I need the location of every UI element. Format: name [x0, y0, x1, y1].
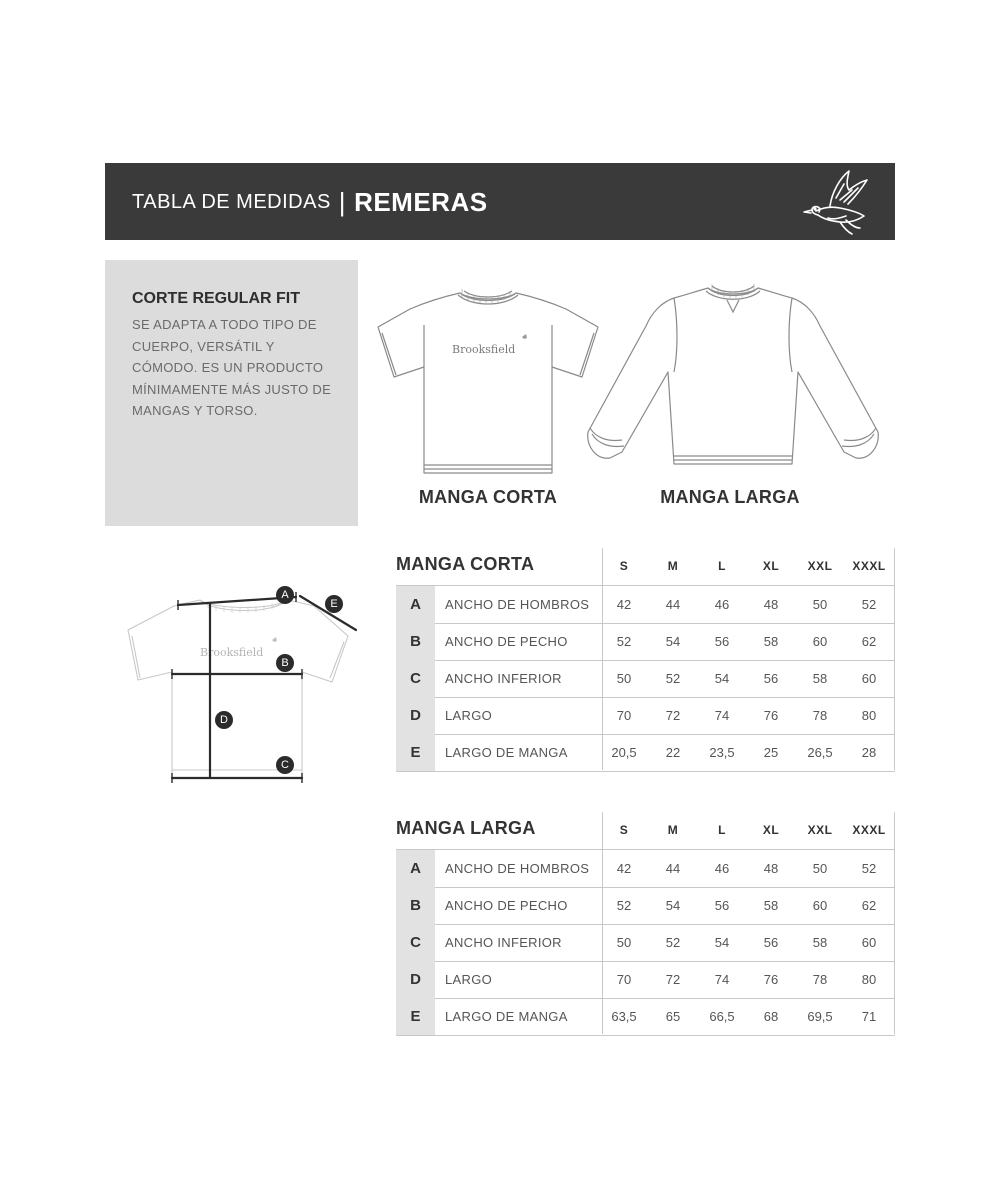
size-header-s: S	[619, 559, 629, 573]
table-cell: 65	[665, 1009, 681, 1024]
measure-label: ANCHO DE PECHO	[445, 898, 568, 913]
measure-label: LARGO	[445, 708, 493, 723]
measure-letter: E	[396, 734, 435, 771]
table-cell: 52	[861, 597, 877, 612]
table-cell: 22	[665, 745, 681, 760]
table-cell: 68	[763, 1009, 779, 1024]
duck-logo-icon	[800, 168, 872, 236]
diagram-marker-b: B	[276, 654, 294, 672]
page-title	[132, 187, 488, 218]
table-cell: 50	[616, 671, 632, 686]
table-cell: 72	[665, 708, 681, 723]
measure-letter: C	[396, 924, 435, 961]
measure-label: LARGO	[445, 972, 493, 987]
table-row	[396, 660, 895, 698]
table-cell: 42	[616, 597, 632, 612]
short-sleeve-caption: MANGA CORTA	[418, 487, 558, 507]
measure-label: LARGO DE MANGA	[445, 1009, 568, 1024]
table-row	[396, 734, 895, 772]
table-cell: 71	[861, 1009, 877, 1024]
table-cell: 63,5	[611, 1009, 637, 1024]
size-header-xxl: XXL	[807, 559, 833, 573]
table-cell: 58	[812, 935, 828, 950]
table-cell: 52	[616, 634, 632, 649]
measure-label: ANCHO DE HOMBROS	[445, 861, 590, 876]
size-header-xxxl: XXXL	[852, 559, 886, 573]
size-header-xxxl: XXXL	[852, 823, 886, 837]
table-cell: 54	[665, 898, 681, 913]
table-title: MANGA LARGA	[396, 818, 536, 838]
table-cell: 78	[812, 708, 828, 723]
measure-label: ANCHO INFERIOR	[445, 935, 562, 950]
size-header-xl: XL	[762, 823, 780, 837]
table-cell: 52	[665, 671, 681, 686]
table-cell: 46	[714, 597, 730, 612]
table-cell: 58	[812, 671, 828, 686]
table-row	[396, 998, 895, 1036]
measure-letter: B	[396, 887, 435, 924]
diagram-marker-e: E	[325, 595, 343, 613]
diagram-marker-c: C	[276, 756, 294, 774]
table-cell: 44	[665, 861, 681, 876]
table-cell: 60	[861, 671, 877, 686]
size-header-s: S	[619, 823, 629, 837]
diagram-marker-a: A	[276, 586, 294, 604]
long-sleeve-shirt-illustration	[582, 282, 884, 468]
table-cell: 58	[763, 634, 779, 649]
table-row	[396, 697, 895, 735]
short-sleeve-brand-print: Brooksfield	[452, 343, 516, 356]
fit-info-box	[105, 260, 358, 526]
table-cell: 23,5	[709, 745, 735, 760]
table-row	[396, 924, 895, 962]
table-cell: 58	[763, 898, 779, 913]
measure-letter: E	[396, 998, 435, 1035]
table-cell: 56	[714, 634, 730, 649]
size-table-short-sleeve	[396, 548, 896, 772]
table-cell: 62	[861, 634, 877, 649]
table-cell: 60	[812, 898, 828, 913]
fit-description: SE ADAPTA A TODO TIPO DE CUERPO, VERSÁTIL Y CÓMODO. ES UN PRODUCTO MÍNIMAMENTE MÁS JUSTO DE MANGAS Y TORSO.	[132, 317, 332, 418]
table-cell: 56	[763, 935, 779, 950]
measure-letter: D	[396, 697, 435, 734]
table-cell: 74	[714, 708, 730, 723]
table-cell: 52	[861, 861, 877, 876]
table-cell: 54	[714, 935, 730, 950]
measure-label: ANCHO DE HOMBROS	[445, 597, 590, 612]
table-cell: 50	[812, 861, 828, 876]
measure-letter: B	[396, 623, 435, 660]
table-cell: 48	[763, 597, 779, 612]
title-separator: |	[338, 187, 347, 217]
table-cell: 46	[714, 861, 730, 876]
fit-title: CORTE REGULAR FIT	[132, 290, 300, 307]
size-header-m: M	[667, 559, 679, 573]
table-cell: 50	[616, 935, 632, 950]
title-light: TABLA DE MEDIDAS	[132, 191, 331, 213]
table-cell: 44	[665, 597, 681, 612]
size-header-l: L	[718, 823, 726, 837]
table-row	[396, 887, 895, 925]
table-cell: 69,5	[807, 1009, 833, 1024]
diagram-brand-print: Brooksfield	[200, 646, 264, 659]
table-cell: 76	[763, 708, 779, 723]
table-cell: 62	[861, 898, 877, 913]
table-row	[396, 623, 895, 661]
table-row	[396, 586, 895, 624]
table-cell: 42	[616, 861, 632, 876]
title-bold: REMERAS	[354, 187, 488, 217]
size-header-xxl: XXL	[807, 823, 833, 837]
table-cell: 50	[812, 597, 828, 612]
table-cell: 80	[861, 972, 877, 987]
diagram-marker-d: D	[215, 711, 233, 729]
table-title: MANGA CORTA	[396, 554, 535, 574]
header-bar	[105, 163, 895, 240]
size-table-long-sleeve	[396, 812, 896, 1036]
measure-letter: C	[396, 660, 435, 697]
measure-letter: A	[396, 586, 435, 623]
table-cell: 70	[616, 972, 632, 987]
table-cell: 26,5	[807, 745, 833, 760]
measure-label: ANCHO DE PECHO	[445, 634, 568, 649]
table-cell: 52	[665, 935, 681, 950]
size-header-xl: XL	[762, 559, 780, 573]
size-header-l: L	[718, 559, 726, 573]
table-cell: 56	[714, 898, 730, 913]
table-cell: 60	[812, 634, 828, 649]
table-cell: 76	[763, 972, 779, 987]
table-cell: 74	[714, 972, 730, 987]
table-cell: 54	[714, 671, 730, 686]
table-cell: 54	[665, 634, 681, 649]
table-cell: 52	[616, 898, 632, 913]
table-cell: 20,5	[611, 745, 637, 760]
table-cell: 78	[812, 972, 828, 987]
table-cell: 66,5	[709, 1009, 735, 1024]
table-cell: 70	[616, 708, 632, 723]
table-cell: 25	[763, 745, 779, 760]
measure-letter: D	[396, 961, 435, 998]
table-row	[396, 850, 895, 888]
table-cell: 80	[861, 708, 877, 723]
table-cell: 60	[861, 935, 877, 950]
table-cell: 48	[763, 861, 779, 876]
measure-label: ANCHO INFERIOR	[445, 671, 562, 686]
long-sleeve-caption: MANGA LARGA	[660, 487, 800, 507]
table-row	[396, 961, 895, 999]
size-header-m: M	[667, 823, 679, 837]
short-sleeve-shirt-illustration	[372, 285, 604, 481]
table-cell: 72	[665, 972, 681, 987]
measure-letter: A	[396, 850, 435, 887]
table-cell: 28	[861, 745, 877, 760]
measure-label: LARGO DE MANGA	[445, 745, 568, 760]
table-cell: 56	[763, 671, 779, 686]
